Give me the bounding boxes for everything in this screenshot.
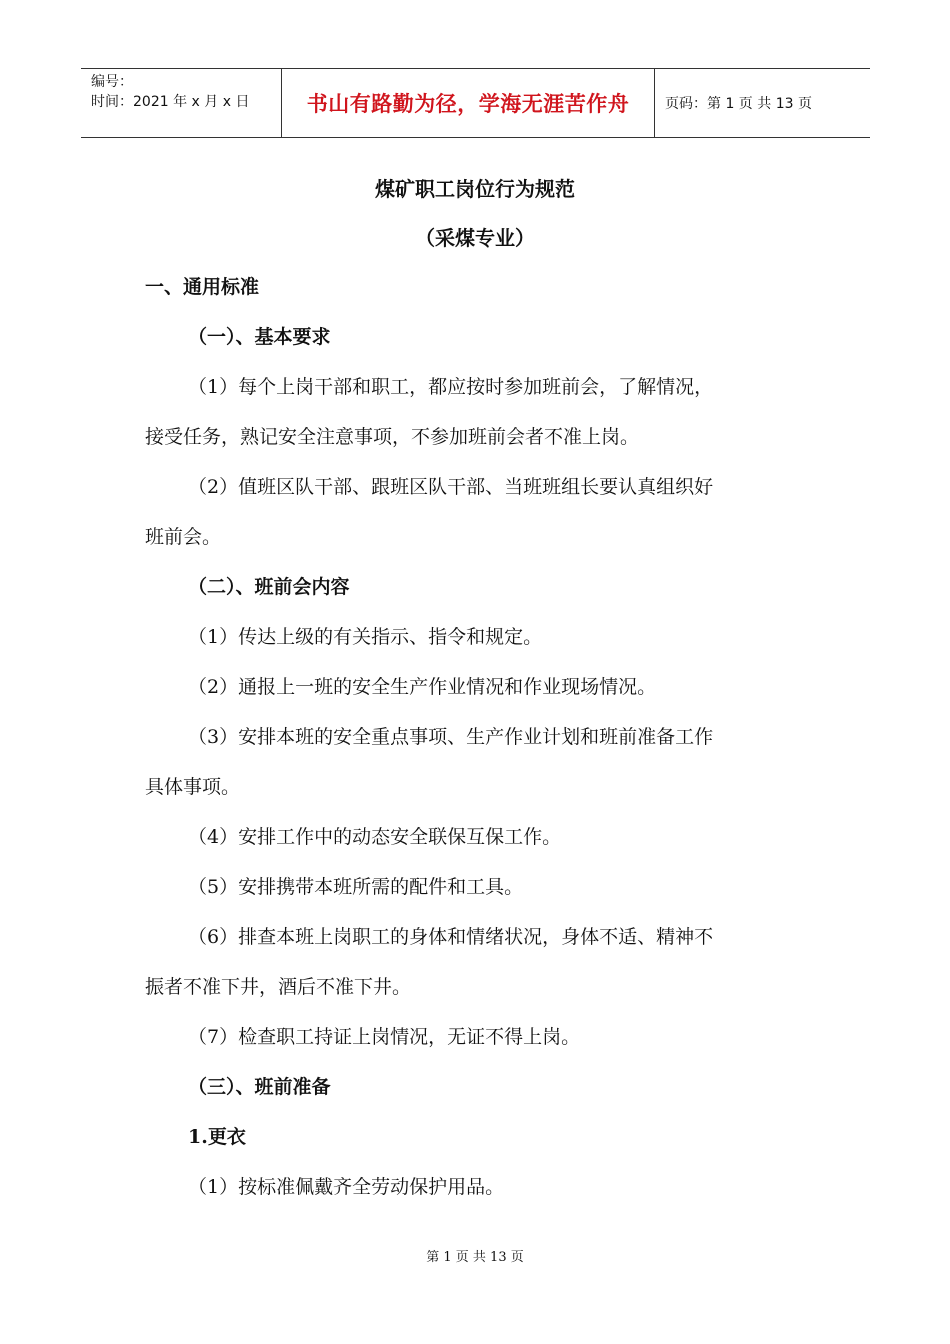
document-header: [81, 68, 870, 138]
paragraph-line: 振者不准下井，酒后不准下井。: [145, 976, 412, 998]
paragraph-line: （4）安排工作中的动态安全联保互保工作。: [188, 826, 562, 848]
header-meta-cell: [81, 69, 281, 137]
header-page-indicator: 页码：第 1 页 共 13 页: [665, 96, 812, 112]
paragraph-line: （7）检查职工持证上岗情况，无证不得上岗。: [188, 1026, 581, 1048]
paragraph-line: （5）安排携带本班所需的配件和工具。: [188, 876, 524, 898]
paragraph-line: 接受任务，熟记安全注意事项，不参加班前会者不准上岗。: [145, 426, 640, 448]
paragraph-line: （1）传达上级的有关指示、指令和规定。: [188, 626, 543, 648]
document-number-label: 编号：: [91, 74, 133, 90]
document-subtitle: （采煤专业）: [415, 226, 535, 250]
subsection-heading: （一）、基本要求: [188, 326, 331, 348]
paragraph-line: （2）值班区队干部、跟班区队干部、当班班组长要认真组织好: [188, 476, 714, 498]
header-motto: 书山有路勤为径，学海无涯苦作舟: [281, 69, 655, 137]
item-heading: 1.更衣: [188, 1126, 246, 1148]
paragraph-line: （6）排查本班上岗职工的身体和情绪状况，身体不适、精神不: [188, 926, 714, 948]
paragraph-line: （2）通报上一班的安全生产作业情况和作业现场情况。: [188, 676, 657, 698]
subsection-heading: （二）、班前会内容: [188, 576, 350, 598]
section-heading: 一、通用标准: [145, 276, 260, 298]
paragraph-line: 具体事项。: [145, 776, 241, 798]
subsection-heading: （三）、班前准备: [188, 1076, 331, 1098]
paragraph-line: 班前会。: [145, 526, 222, 548]
paragraph-line: （3）安排本班的安全重点事项、生产作业计划和班前准备工作: [188, 726, 714, 748]
paragraph-line: （1）按标准佩戴齐全劳动保护用品。: [188, 1176, 505, 1198]
page-footer: 第 1 页 共 13 页: [426, 1250, 524, 1265]
paragraph-line: （1）每个上岗干部和职工，都应按时参加班前会，了解情况，: [188, 376, 714, 398]
document-date-label: 时间：2021 年 x 月 x 日: [91, 94, 250, 110]
document-title: 煤矿职工岗位行为规范: [375, 177, 575, 201]
